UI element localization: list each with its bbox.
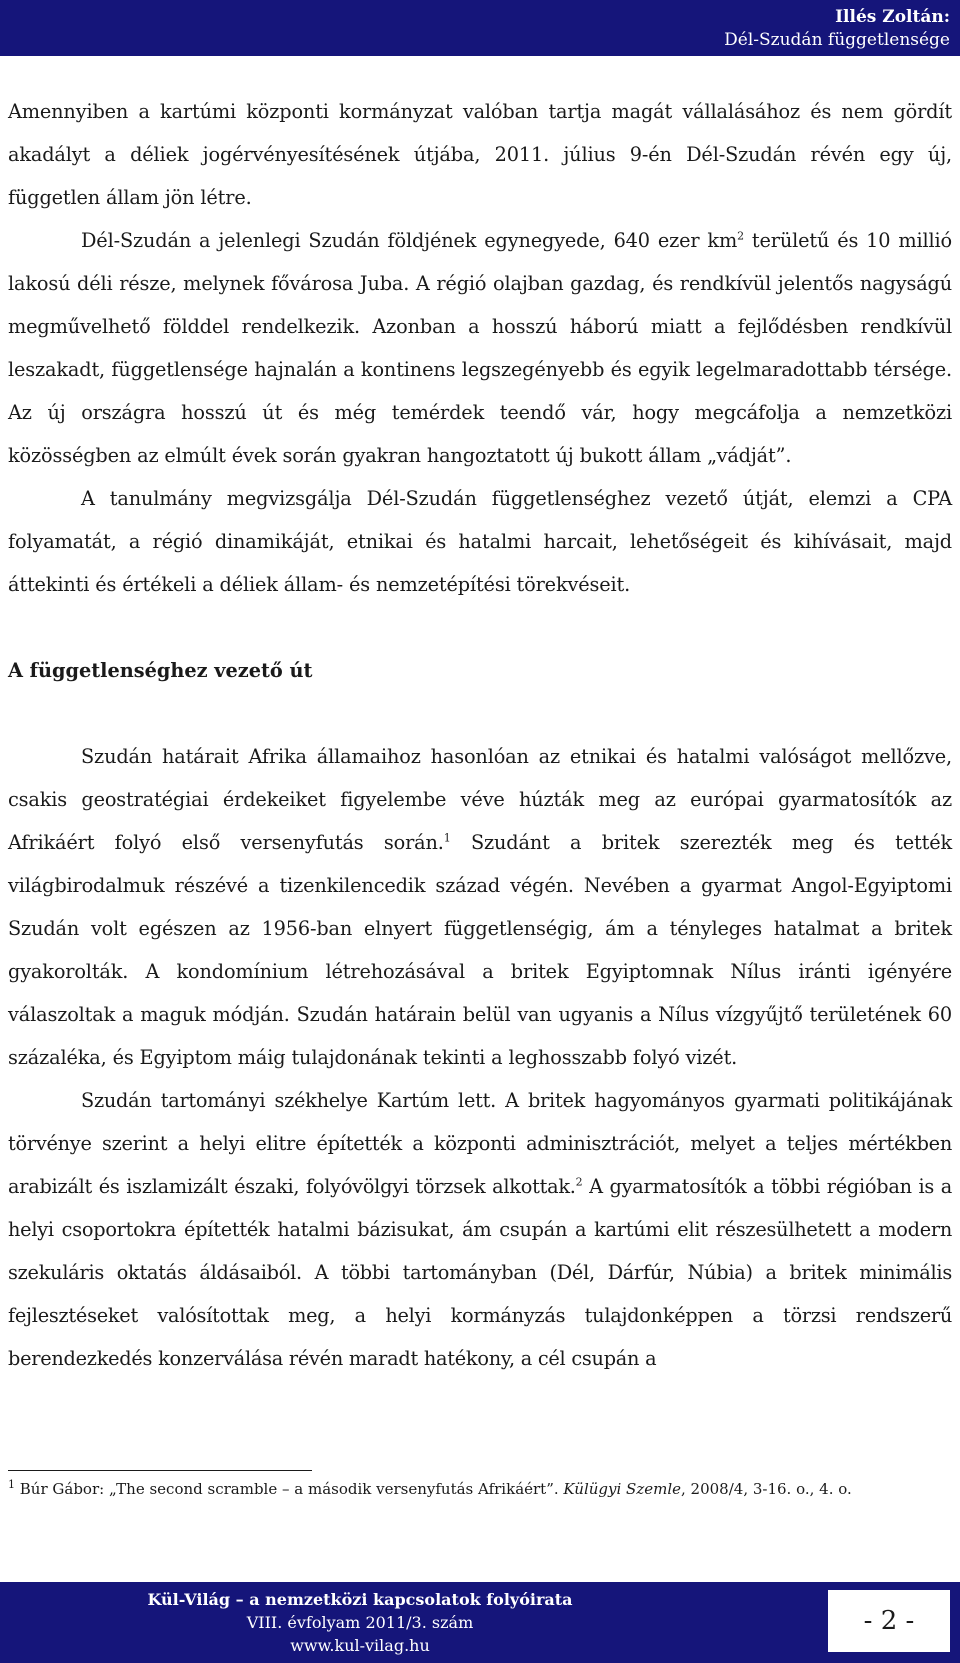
header-article-title: Dél-Szudán függetlensége [724,30,950,50]
paragraph-overview [8,219,952,477]
header-text [724,6,950,52]
footnote-divider [8,1470,312,1471]
footer-journal-title: Kül-Világ – a nemzetközi kapcsolatok folyóirata [147,1590,573,1609]
article-body [8,90,952,1380]
paragraph-borders-start: Szudán határait Afrika államaihoz hasonlóan az etnikai és hatalmi valóságot mellőzve, csakis geostratégiai érdekeiket figyelembe véve húzták meg az európai gyarmatosítók az Afrikáért folyó első versenyfutás során. [8,745,952,854]
footnote-number: 1 [8,1478,15,1491]
page-number: - 2 - [828,1590,950,1652]
footer-text [0,1588,720,1657]
footnote-text-start: Búr Gábor: „The second scramble – a második versenyfutás Afrikáért”. [15,1480,564,1498]
paragraph-overview-end: területű és 10 millió lakosú déli része, melynek fővárosa Juba. A régió olajban gazdag, és rendkívül jelentős nagyságú megművelhető földdel rendelkezik. Azonban a hosszú háború miatt a fejlődésben rendkívül leszakadt, függetlensége hajnalán a kontinens legszegényebb és egyik legelmaradottabb térsége. Az új országra hosszú út és még temérdek teendő vár, hogy megcáfolja a nemzetközi közösségben az elmúlt évek során gyakran hangoztatott új bukott állam „vádját”. [8,229,952,467]
footnote-journal: Külügyi Szemle [563,1480,682,1498]
page-footer [0,1582,960,1663]
paragraph-borders-end: Szudánt a britek szerezték meg és tették világbirodalmuk részévé a tizenkilencedik század végén. Nevében a gyarmat Angol-Egyiptomi Szudán volt egészen az 1956-ban elnyert függetlenségig, ám a tényleges hatalmat a britek gyakorolták. A kondomínium létrehozásával a britek Egyiptomnak Nílus iránti igényére válaszoltak a maguk módján. Szudán határain belül van ugyanis a Nílus vízgyűjtő területének 60 százaléka, és Egyiptom máig tulajdonának tekinti a leghosszabb folyó vizét. [8,831,952,1069]
footnote-ref-1[interactable]: 1 [443,831,451,845]
spacer [8,606,952,649]
footnote-1 [8,1478,952,1500]
footer-website-link[interactable]: www.kul-vilag.hu [290,1636,430,1655]
footnote-text-end: , 2008/4, 3-16. o., 4. o. [681,1480,852,1498]
page-header [0,0,960,56]
footer-volume: VIII. évfolyam 2011/3. szám [246,1613,474,1632]
header-author: Illés Zoltán: [835,7,950,27]
paragraph-borders [8,735,952,1079]
paragraph-administration [8,1079,952,1380]
paragraph-administration-start: Szudán tartományi székhelye Kartúm lett. A britek hagyományos gyarmati politikájának törvénye szerint a helyi elitre építették a központi adminisztrációt, melyet a teljes mértékben arabizált és iszlamizált északi, folyóvölgyi törzsek alkottak. [8,1089,952,1198]
superscript-squared: 2 [737,229,744,243]
paragraph-administration-end: A gyarmatosítók a többi régióban is a helyi csoportokra építették hatalmi bázisukat, ám csupán a kartúmi elit részesülhetett a modern szekuláris oktatás áldásaiból. A többi tartományban (Dél, Dárfúr, Núbia) a britek minimális fejlesztéseket valósítottak meg, a helyi kormányzás tulajdonképpen a törzsi rendszerű berendezkedés konzerválása révén maradt hatékony, a cél csupán a [8,1175,952,1370]
paragraph-overview-start: Dél-Szudán a jelenlegi Szudán földjének egynegyede, 640 ezer km [81,229,738,252]
spacer [8,692,952,735]
footnote-ref-2[interactable]: 2 [575,1175,583,1189]
section-heading: A függetlenséghez vezető út [8,659,313,682]
paragraph-study-aim: A tanulmány megvizsgálja Dél-Szudán függetlenséghez vezető útját, elemzi a CPA folyamatát, a régió dinamikáját, etnikai és hatalmi harcait, lehetőségeit és kihívásait, majd áttekinti és értékeli a déliek állam- és nemzetépítési törekvéseit. [8,487,952,596]
paragraph-intro: Amennyiben a kartúmi központi kormányzat valóban tartja magát vállalásához és nem gördít akadályt a déliek jogérvényesítésének útjába, 2011. július 9-én Dél-Szudán révén egy új, független állam jön létre. [8,100,952,209]
